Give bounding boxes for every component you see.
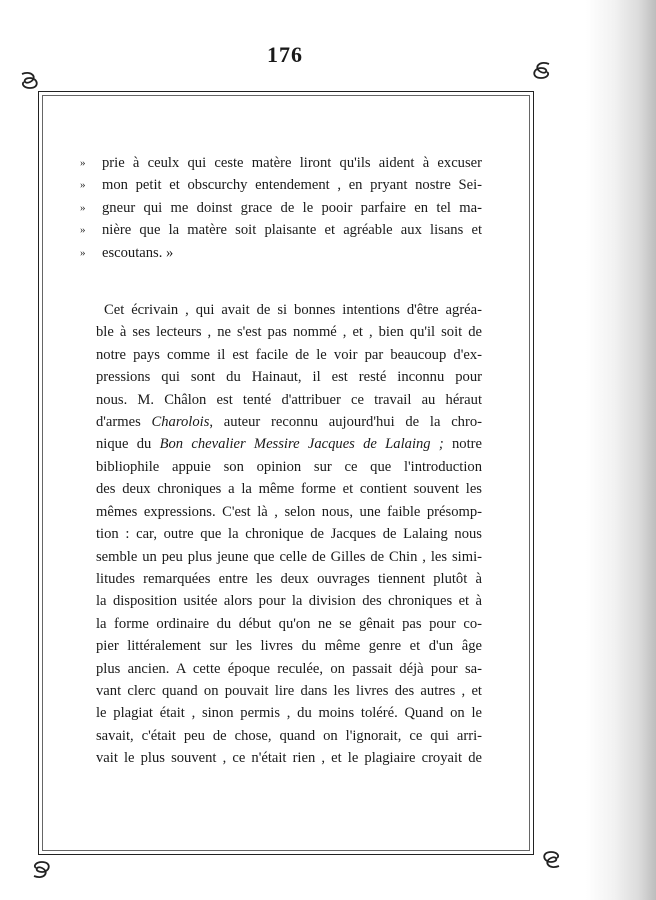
corner-ornament-bottom-left-icon [30,858,56,880]
body-paragraph [96,299,482,770]
paragraph-line: savait, c'était peu de chose, quand on l'ignorait, ce qui arri- [96,727,482,744]
paragraph-line: tion : car, outre que la chronique de Jacques de Lalaing nous [96,526,482,543]
quote-mark: » [80,179,86,192]
paragraph-line: semble un peu plus jeune que celle de Gilles de Chin , les simi- [96,548,482,565]
quote-line: » mon petit et obscurchy entendement , en pryant nostre Sei- [96,174,482,196]
paragraph-line: la forme ordinaire du début qu'on ne se gênait pas pour co- [96,615,482,632]
paragraph-line: nous. M. Châlon est tenté d'attribuer ce travail au héraut [96,391,482,408]
paragraph-line: pier littéralement sur les livres du même genre et d'un âge [96,638,482,655]
paragraph-line: mêmes expressions. C'est là , selon nous, une faible présomp- [96,503,482,520]
paragraph-line: ble à ses lecteurs , ne s'est pas nommé , et , bien qu'il soit de [96,324,482,341]
paragraph-line: la disposition usitée alors pour la division des chroniques et à [96,593,482,610]
quote-line: » prie à ceulx qui ceste matère liront qu'ils aident à excuser [96,152,482,174]
corner-ornament-top-left-icon [18,70,44,92]
quote-mark: » [80,201,86,214]
quote-line: » gneur qui me doinst grace de le pooir parfaire en tel ma- [96,197,482,219]
paragraph-line: le plagiat était , sinon permis , du moins toléré. Quand on le [96,705,482,722]
quote-mark: » [80,246,86,259]
paragraph-line: d'armes Charolois, auteur reconnu aujourd'hui de la chro- [96,414,482,431]
quote-mark: » [80,224,86,237]
paragraph-line: bibliophile appuie son opinion sur ce que l'introduction [96,458,482,475]
page-content [80,152,482,770]
paragraph-line: vant clerc quand on pouvait lire dans les livres des autres , et [96,682,482,699]
paragraph-line: vait le plus souvent , ce n'était rien , et le plagiaire croyait de [96,750,482,767]
paragraph-line: des deux chroniques a la même forme et contient souvent les [96,481,482,498]
quote-line: » nière que la matère soit plaisante et agréable aux lisans et [96,219,482,241]
page-edge-shadow [586,0,656,900]
quote-mark: » [80,157,86,169]
paragraph-line: Cet écrivain , qui avait de si bonnes intentions d'être agréa- [104,302,482,319]
paragraph-line: nique du Bon chevalier Messire Jacques de Lalaing ; notre [96,436,482,453]
paragraph-line: pressions qui sont du Hainaut, il est resté inconnu pour [96,369,482,386]
corner-ornament-top-right-icon [527,60,553,82]
paragraph-line: litudes remarquées entre les deux ouvrages tiennent plutôt à [96,570,482,587]
paragraph-line: plus ancien. A cette époque reculée, on passait déjà pour sa- [96,660,482,677]
corner-ornament-bottom-right-icon [537,848,563,870]
quote-line: » escoutans. » [96,242,482,264]
page-number: 176 [267,42,303,67]
paragraph-line: notre pays comme il est facile de le voir par beaucoup d'ex- [96,346,482,363]
